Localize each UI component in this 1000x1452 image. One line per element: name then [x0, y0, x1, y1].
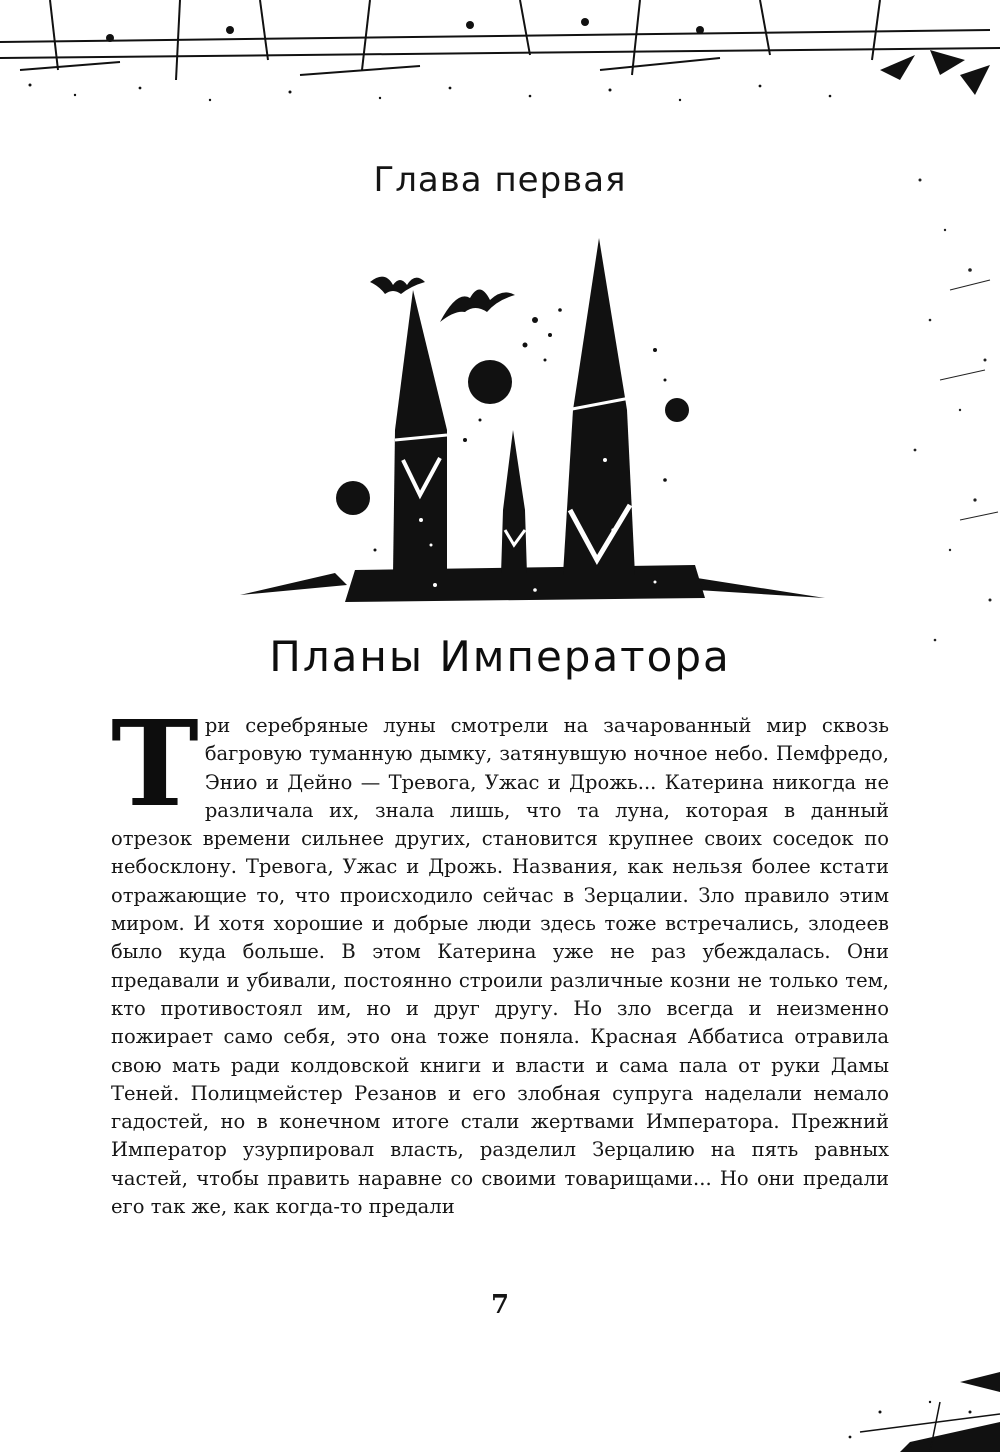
body-paragraph [111, 694, 889, 1221]
ground-shard-left [240, 573, 347, 595]
spire-middle [501, 430, 527, 575]
bat-left [370, 277, 425, 294]
top-border-decoration [0, 0, 1000, 120]
spire-right [563, 238, 635, 575]
bat-right [440, 289, 515, 322]
chapter-illustration [235, 230, 835, 610]
side-speckle-decoration [890, 120, 1000, 680]
bottom-border-decoration [760, 1342, 1000, 1452]
moon-right [665, 398, 689, 422]
moon-left [336, 481, 370, 515]
page-number: 7 [490, 1290, 510, 1320]
drop-cap: Т [111, 694, 199, 833]
chapter-label: Глава первая [373, 160, 627, 200]
body-text: ри серебряные луны смотрели на зачарованный мир сквозь багровую туманную дымку, затянувшую ночное небо. Пемфредо, Энио и Дейно — Тревога, Ужас и Дрожь... Катерина никогда не различала их, знала лишь, что та луна, которая в данный отрезок времени сильнее других, становится крупнее своих соседок по небосклону. Тревога, Ужас и Дрожь. Названия, как нельзя более кстати отражающие то, что происходило сейчас в Зерцалии. Зло правило этим миром. И хотя хорошие и добрые люди здесь тоже встречались, злодеев было куда больше. В этом Катерина уже не раз убеждалась. Они предавали и убивали, постоянно строили различные козни не только тем, кто противостоял им, но и друг другу. Но зло всегда и неизменно пожирает само себя, это она тоже поняла. Красная Аббатиса отравила свою мать ради колдовской книги и власти и сама пала от руки Дамы Теней. Полицмейстер Резанов и его злобная супруга наделали немало гадостей, но в конечном итоге стали жертвами Императора. Прежний Император узурпировал власть, разделил Зерцалию на пять равных частей, чтобы править наравне со своими товарищами... Но они предали его так же, как когда-то предали [111, 714, 889, 1219]
moon-large [468, 360, 512, 404]
chapter-title: Планы Императора [269, 632, 731, 681]
spire-left [393, 290, 447, 575]
ground-shard-right [697, 578, 825, 598]
